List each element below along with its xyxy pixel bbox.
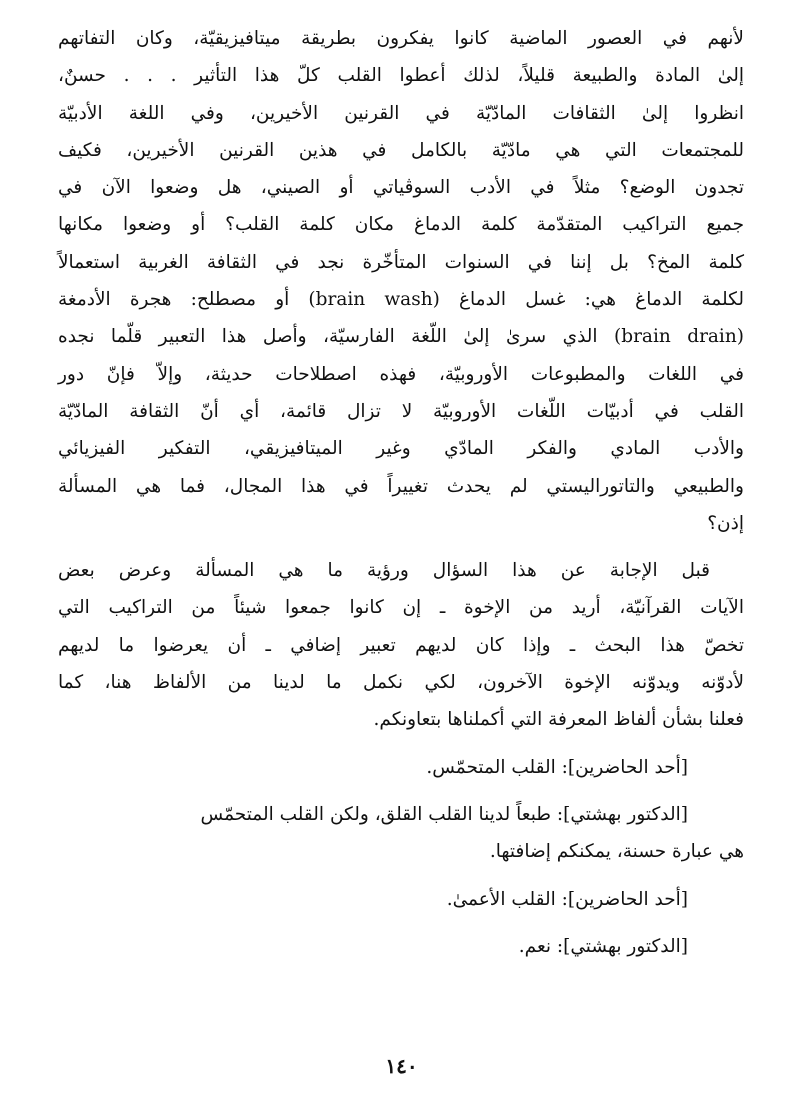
text-line: كلمة المخ؟ بل إننا في السنوات المتأخّرة نجد في الثقافة الغربية استعمالاً — [58, 251, 744, 273]
dialogue-line: [أحد الحاضرين]: القلب الأعمىٰ. — [446, 888, 688, 910]
dialogue-line: هي عبارة حسنة، يمكنكم إضافتها. — [489, 841, 744, 863]
text-line: الآيات القرآنيّة، أريد من الإخوة ـ إن كانوا جمعوا شيئاً من التراكيب التي — [58, 597, 744, 619]
text-line: انظروا إلىٰ الثقافات المادّيّة في القرنين الأخيرين، وفي اللغة الأدبيّة — [58, 102, 744, 124]
text-line: جميع التراكيب المتقدّمة كلمة الدماغ مكان كلمة القلب؟ أو وضعوا مكانها — [58, 214, 744, 236]
text-line: في اللغات والمطبوعات الأوروبيّة، فهذه اصطلاحات حديثة، وإلاّ فإنّ دور — [58, 363, 744, 385]
dialogue-line: [الدكتور بهشتي]: طبعاً لدينا القلب القلق، ولكن القلب المتحمّس — [200, 803, 688, 825]
dialogue-4 — [58, 928, 744, 965]
text-line: تجدون الوضع؟ مثلاً في الأدب السوڤياتي أو الصيني، هل وضعوا الآن في — [58, 177, 744, 199]
text-line: للمجتمعات التي هي مادّيّة بالكامل في هذين القرنين الأخيرين، فكيف — [58, 139, 744, 161]
paragraph-1 — [58, 20, 744, 542]
text-line: لأنهم في العصور الماضية كانوا يفكرون بطريقة ميتافيزيقيّة، وكان التفاتهم — [58, 28, 744, 49]
text-line: إلىٰ المادة والطبيعة قليلاً، لذلك أعطوا القلب كلّ هذا التأثير . . . حسنٌ، — [58, 65, 744, 87]
dialogue-2 — [58, 796, 744, 871]
text-line: والطبيعي والتاتوراليستي لم يحدث تغييراً في هذا المجال، فما هي المسألة — [58, 475, 744, 497]
paragraph-2 — [58, 552, 744, 738]
text-line: والأدب المادي والفكر المادّي وغير الميتافيزيقي، التفكير الفيزيائي — [58, 438, 744, 460]
text-line: إذن؟ — [707, 512, 744, 534]
dialogue-line: [الدكتور بهشتي]: نعم. — [518, 935, 688, 957]
text-line: فعلنا بشأن ألفاظ المعرفة التي أكملناها بتعاونكم. — [373, 709, 744, 731]
text-line: (brain drain) الذي سرىٰ إلىٰ اللّغة الفارسيّة، وأصل هذا التعبير قلّما نجده — [58, 326, 744, 348]
dialogue-3 — [58, 881, 744, 918]
page-number: ١٤٠ — [385, 1054, 418, 1078]
page-body — [58, 6, 744, 965]
text-line: لكلمة الدماغ هي: غسل الدماغ (brain wash) أو مصطلح: هجرة الأدمغة — [58, 289, 744, 311]
text-line: قبل الإجابة عن هذا السؤال ورؤية ما هي المسألة وعرض بعض — [58, 560, 710, 582]
text-line: لأدوّنه ويدوّنه الإخوة الآخرون، لكي نكمل ما لدينا من الألفاظ هنا، كما — [58, 672, 744, 694]
text-line: القلب في أدبيّات اللّغات الأوروبيّة لا تزال قائمة، أي أنّ الثقافة المادّيّة — [58, 400, 744, 422]
dialogue-1 — [58, 749, 744, 786]
dialogue-line: [أحد الحاضرين]: القلب المتحمّس. — [426, 756, 688, 778]
text-line: تخصّ هذا البحث ـ وإذا كان لديهم تعبير إضافي ـ أن يعرضوا ما لديهم — [58, 634, 744, 656]
